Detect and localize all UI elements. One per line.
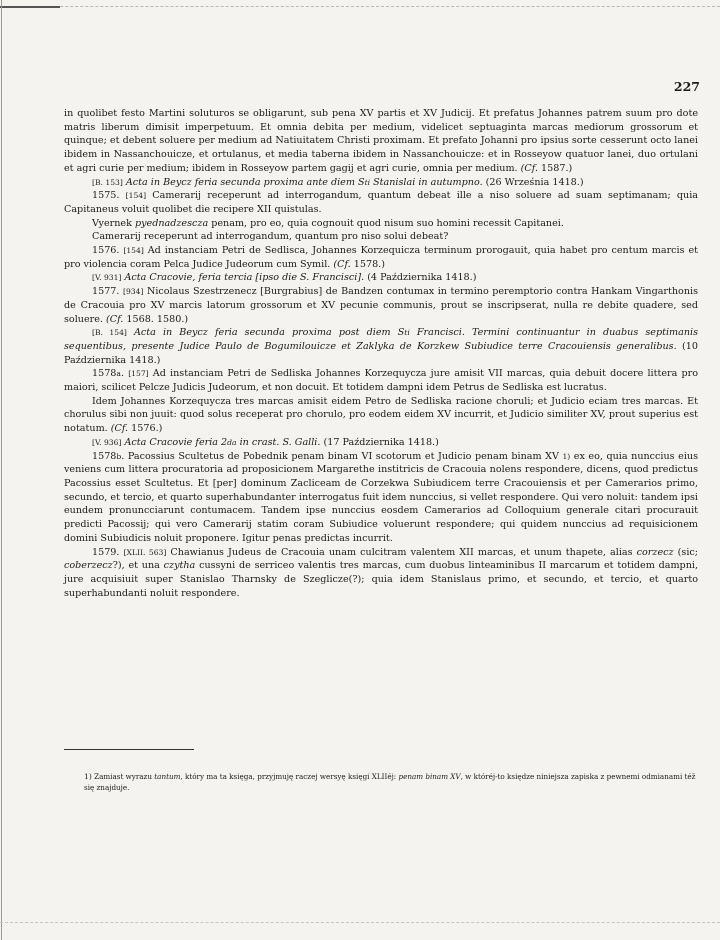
small-text: [157] xyxy=(128,369,149,379)
small-text: [934] xyxy=(123,287,144,297)
text-run: . xyxy=(120,368,129,380)
italic-text: (Cf. xyxy=(106,313,124,325)
text-run: 1568. 1580.) xyxy=(123,313,189,325)
small-text: b xyxy=(116,451,122,461)
paragraph-p12 xyxy=(64,436,698,450)
top-edge-rule xyxy=(0,6,720,7)
paragraph-p1 xyxy=(64,107,698,176)
small-text: [B. 153] xyxy=(92,177,123,187)
footnote-separator xyxy=(64,749,194,750)
text-run: (17 Października 1418.) xyxy=(320,436,439,448)
text-run: 1575. xyxy=(92,190,126,202)
text-run: ex eo, quia nunccius eius veniens cum littera procuratoria ad proposicionem Margarethe institricis de Cracouia nolens respondere, dicens, quod predictus Pacossius esset Scultetus. Et [per] dominum Zacliceam de Corzekwa Subiudicem terre Cracouiensis et per Camerarios primo, secundo, et tercio, et quarto superhabundanter interrogatus fuit idem nunccius, si vellet respondere. Qui vero noluit: tandem ipsi eundem pronuncciarunt contumacem. Tandem ipse nunccius eosdem Camerarios ad Colloquium generale citari procurauit predicti Pacossij; qui vero Camerarij statim coram Subiudice voluerunt respondere; qui quidem nunccius ad requisicionem domini Subiudicis noluit proponere. Igitur penas predictas incurrit. xyxy=(64,450,698,544)
text-run: Idem Johannes Korzequycza tres marcas amisit eidem Petro de Sedliska racione choruli; et Judicio eciam tres marcas. Et chorulus sibi non juuit: quod solus receperat pro chorulo, pro eodem eidem XV incurrit, et Judicio similiter XV, prout superius est notatum. xyxy=(64,395,698,435)
paragraph-p10 xyxy=(64,367,698,394)
text-run: Ad instanciam Petri de Sedlisca, Johannes Korzequicza terminum prorogauit, quia habet pro centum marcis et pro violencia coram Pelca Judice Judeorum cum Symil. xyxy=(64,245,698,270)
text-run: (4 Października 1418.) xyxy=(364,272,477,284)
italic-text: penam binam XV xyxy=(398,772,461,781)
italic-text: Acta Cracovie, feria tercia [ipso die S. Francisci]. xyxy=(121,272,365,284)
body-text xyxy=(64,107,698,600)
text-run: 1576. xyxy=(92,245,124,257)
text-run: Camerarij receperunt ad interrogandum, quantum debeat ille a niso soluere ad suam septimanam; quia Capitaneus voluit quolibet die recipere XII quistulas. xyxy=(64,190,699,215)
italic-text: (Cf. xyxy=(110,423,129,435)
text-run: 1578 xyxy=(92,450,117,462)
italic-text: Stanislai in autumpno. xyxy=(370,176,483,188)
small-text: [V. 936] xyxy=(92,437,122,447)
text-run: , który ma ta księga, przyjmuję raczej wersyę księgi XLIIéj: xyxy=(180,772,399,781)
text-run: 1576.) xyxy=(128,423,163,435)
paragraph-p5 xyxy=(64,230,698,244)
italic-text: corzecz xyxy=(636,546,674,558)
paragraph-p8 xyxy=(64,285,698,326)
italic-text: czytha xyxy=(163,560,196,572)
italic-text: pyednadzescza xyxy=(134,217,209,229)
italic-text: Acta Cracovie feria 2 xyxy=(121,436,228,448)
left-edge-rule xyxy=(1,0,2,940)
text-run: penam, pro eo, quia cognouit quod nisum suo homini recessit Capitanei. xyxy=(208,217,564,229)
text-run: Zamiast wyrazu xyxy=(91,772,155,781)
italic-text: tantum xyxy=(154,772,181,781)
text-run: Nicolaus Szestrzenecz [Burgrabius] de Bandzen contumax in termino peremptorio contra Hankam Vingarthonis de Cracouia pro XV marcis latorum grossorum et XV pecunie communis, prout se inscripserat, nulla re debite quadere, sed soluere. xyxy=(64,286,698,325)
text-run: (sic; xyxy=(673,546,699,558)
paragraph-p4 xyxy=(64,217,698,231)
text-run: (26 Września 1418.) xyxy=(482,176,584,188)
paragraph-p6 xyxy=(64,244,698,271)
paragraph-p2 xyxy=(64,176,698,190)
small-text: [B. 154] xyxy=(92,328,127,338)
italic-text: Francisci. Termini continuantur in duabus septimanis sequentibus, presente Judice Paulo de Bogumilouicze et Zaklyka de Korzkew Subiudice terre Cracouiensis generalibus. xyxy=(64,327,698,352)
text-run: in quolibet festo Martini soluturos se obligarunt, sub pena XV partis et XV Judicij. Et prefatus Johannes patrem suum pro dote matris liberum dimisit imperpetuum. Et omnia debita per medium, videlicet septuaginta marcas mediorum grossorum et quinque; et debent soluere per medium ad Natiuitatem Christi proximam. Et prefato Johanni pro ipsius sorte cesserunt octo lanei ibidem in Nassanchouicze, et ortulanus, et media taberna ibidem in Nassanchouicze: et in Rosseyow quatuor lanei, duo ortulani et agri curie per medium; ibidem in Rosseyow partem gagij et agri curie, omnia per medium. xyxy=(64,108,698,174)
text-run: Vyernek xyxy=(92,217,135,229)
paragraph-p14 xyxy=(64,546,698,601)
paragraph-p9 xyxy=(64,326,698,367)
text-run: 1577. xyxy=(92,286,123,298)
paragraph-p3 xyxy=(64,189,698,216)
top-left-mark xyxy=(0,6,60,8)
italic-text: ti xyxy=(364,177,371,187)
text-run: . Pacossius Scultetus de Pobednik penam binam VI scotorum et Judicio penam binam XV xyxy=(121,450,563,462)
small-text: [154] xyxy=(123,246,144,256)
paragraph-p7 xyxy=(64,271,698,285)
text-run: Camerarij receperunt ad interrogandum, quantum pro niso solui debeat? xyxy=(92,231,449,243)
small-text: [154] xyxy=(125,191,147,201)
italic-text: (Cf. xyxy=(520,162,538,174)
small-text: 1) xyxy=(562,451,571,461)
text-run: 1579. xyxy=(92,546,124,558)
text-run: , w któréj-to księdze niniejsza zapiska z pewnemi odmianami též się znajduje. xyxy=(84,772,696,792)
small-text: [V. 931] xyxy=(92,273,122,283)
italic-text: in crast. S. Galli. xyxy=(236,436,321,448)
text-run: Chawianus Judeus de Cracouia unam culcitram valentem XII marcas, et unum thapete, alias xyxy=(166,546,637,558)
small-text: 1) xyxy=(84,772,92,781)
italic-text: ti xyxy=(404,328,410,338)
italic-text: coberzecz xyxy=(64,560,113,572)
text-run: 1578.) xyxy=(350,258,385,270)
paragraph-p13 xyxy=(64,450,698,546)
italic-text: Acta in Beycz feria secunda proxima post diem S xyxy=(126,327,405,339)
small-text: a xyxy=(116,369,121,379)
italic-text: Acta in Beycz feria secunda proxima ante diem S xyxy=(122,176,365,188)
paragraph-p11 xyxy=(64,395,698,436)
page-number: 227 xyxy=(673,79,700,94)
small-text: [XLII. 563] xyxy=(123,547,167,557)
text-run: 1587.) xyxy=(538,162,573,174)
text-run: Ad instanciam Petri de Sedliska Johannes Korzequycza jure amisit VII marcas, quia debuit docere littera pro maiori, scilicet Pelcze Judicis Judeorum, et non docuit. Et totidem dampni idem Petrus de Sedliska est lucratus. xyxy=(64,368,698,394)
text-run: cussyni de serriceo valentis tres marcas, cum duobus linteaminibus II marcarum et totidem dampni, jure acquisiuit super Stanislao Tharnsky de Szeglicze(?); quia idem Stanislaus primo, et secundo, et tercio, et quarto superhabundanti noluit respondere. xyxy=(64,560,698,599)
text-run: ?), et una xyxy=(112,560,164,572)
text-run: 1578 xyxy=(92,368,117,380)
bottom-edge-rule xyxy=(0,922,720,923)
footnote xyxy=(84,771,698,793)
italic-text: da xyxy=(227,437,237,447)
italic-text: (Cf. xyxy=(333,258,351,270)
text-run: (10 Października 1418.) xyxy=(64,340,698,366)
